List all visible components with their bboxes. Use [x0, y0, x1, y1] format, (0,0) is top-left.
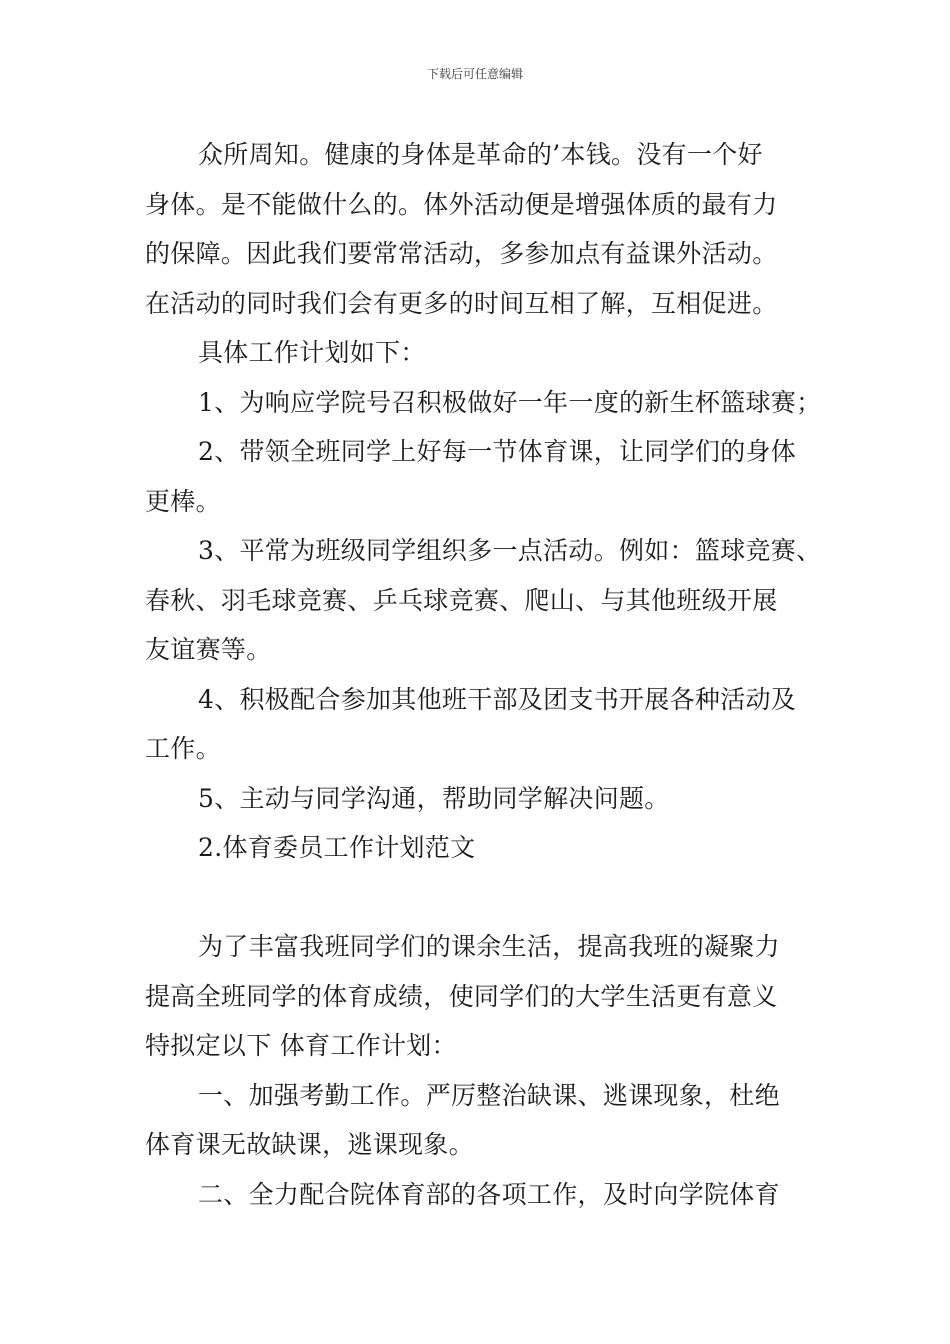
text-line: 在活动的同时我们会有更多的时间互相了解，互相促进。 — [145, 288, 778, 318]
paragraph-purpose — [145, 922, 815, 1071]
text-line: 友谊赛等。 — [145, 635, 272, 664]
page-header: 下载后可任意编辑 — [426, 67, 523, 81]
text-line: 身体。是不能做什么的。体外活动便是增强体质的最有力 — [145, 189, 778, 219]
paragraph-item-1 — [145, 378, 822, 428]
paragraph-item-4 — [145, 675, 815, 774]
text-line: 5、主动与同学沟通，帮助同学解决问题。 — [198, 783, 670, 813]
text-line: 二、全力配合院体育部的各项工作，及时向学院体育 — [198, 1179, 780, 1209]
text-line: 一、加强考勤工作。严厉整治缺课、逃课现象，杜绝 — [198, 1080, 780, 1110]
text-line: 众所周知。健康的身体是革命的’本钱。没有一个好 — [198, 140, 763, 169]
document-body — [145, 130, 822, 1219]
blank-spacer — [145, 873, 815, 923]
text-line: 具体工作计划如下： — [198, 338, 426, 367]
paragraph-point-2 — [145, 1170, 815, 1220]
text-line: 体育课无故缺课，逃课现象。 — [145, 1130, 474, 1159]
text-line: 4、积极配合参加其他班干部及团支书开展各种活动及 — [198, 684, 797, 714]
text-line: 提高全班同学的体育成绩，使同学们的大学生活更有意义 — [145, 981, 778, 1011]
paragraph-plan-heading — [145, 328, 815, 378]
text-line: 春秋、羽毛球竞赛、乒乓球竞赛、爬山、与其他班级开展 — [145, 585, 778, 615]
text-line: 2、带领全班同学上好每一节体育课，让同学们的身体 — [198, 437, 797, 466]
text-line: 1、为响应学院号召积极做好一年一度的新生杯篮球赛； — [198, 387, 822, 417]
text-line: 2.体育委员工作计划范文 — [198, 833, 476, 862]
text-line: 特拟定以下 体育工作计划： — [145, 1031, 457, 1060]
paragraph-item-5 — [145, 774, 815, 824]
paragraph-item-2 — [145, 427, 815, 526]
paragraph-intro — [145, 130, 815, 328]
paragraph-item-3 — [145, 526, 822, 675]
text-line: 更棒。 — [145, 486, 221, 516]
section-heading — [145, 823, 815, 873]
paragraph-point-1 — [145, 1071, 815, 1170]
text-line: 的保障。因此我们要常常活动，多参加点有益课外活动。 — [145, 239, 778, 268]
text-line: 为了丰富我班同学们的课余生活，提高我班的凝聚力 — [198, 932, 780, 961]
text-line: 3、平常为班级同学组织多一点活动。例如：篮球竞赛、 — [198, 536, 822, 565]
text-line: 工作。 — [145, 734, 221, 763]
